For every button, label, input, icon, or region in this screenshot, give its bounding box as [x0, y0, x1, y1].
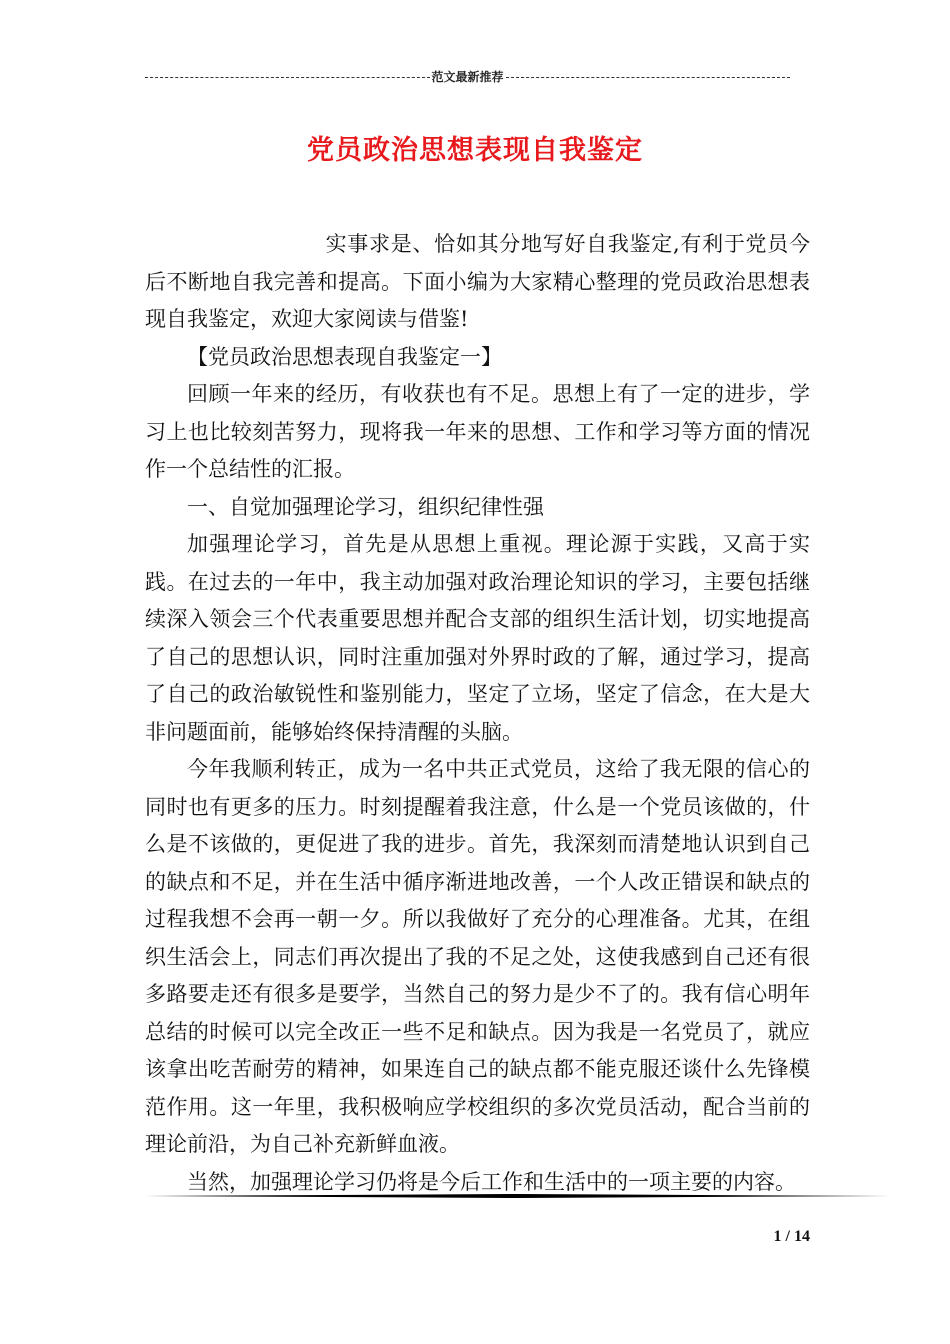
paragraph: 回顾一年来的经历，有收获也有不足。思想上有了一定的进步，学习上也比较刻苦努力，现将我一年来的思想、工作和学习等方面的情况作一个总结性的汇报。	[145, 382, 810, 481]
paragraph: 今年我顺利转正，成为一名中共正式党员，这给了我无限的信心的同时也有更多的压力。时刻提醒着我注意，什么是一个党员该做的，什么是不该做的，更促进了我的进步。首先，我深刻而清楚地认识到自己的缺点和不足，并在生活中循序渐进地改善，一个人改正错误和缺点的过程我想不会再一朝一夕。所以我做好了充分的心理准备。尤其，在组织生活会上，同志们再次提出了我的不足之处，这使我感到自己还有很多路要走还有很多是要学，当然自己的努力是少不了的。我有信心明年总结的时候可以完全改正一些不足和缺点。因为我是一名党员了，就应该拿出吃苦耐劳的精神，如果连自己的缺点都不能克服还谈什么先锋模范作用。这一年里，我积极响应学校组织的多次党员活动，配合当前的理论前沿，为自己补充新鲜血液。	[145, 757, 810, 1156]
header-dash-left	[145, 77, 430, 78]
page-number: 1 / 14	[773, 1228, 810, 1245]
subsection-heading: 一、自觉加强理论学习，组织纪律性强	[187, 494, 544, 519]
document-body	[145, 226, 810, 1201]
paragraph-intro: 实事求是、恰如其分地写好自我鉴定,有利于党员今后不断地自我完善和提高。下面小编为大家精心整理的党员政治思想表现自我鉴定，欢迎大家阅读与借鉴!	[145, 232, 810, 331]
paragraph: 当然，加强理论学习仍将是今后工作和生活中的一项主要的内容。	[187, 1169, 796, 1194]
footer-rule	[145, 1194, 890, 1198]
header-dash-right	[506, 77, 791, 78]
document-title: 党员政治思想表现自我鉴定	[307, 135, 643, 166]
header-label: 范文最新推荐	[431, 69, 504, 84]
page-header	[145, 66, 790, 86]
section-heading: 【党员政治思想表现自我鉴定一】	[187, 344, 502, 369]
paragraph: 加强理论学习，首先是从思想上重视。理论源于实践，又高于实践。在过去的一年中，我主动加强对政治理论知识的学习，主要包括继续深入领会三个代表重要思想并配合支部的组织生活计划，切实地提高了自己的思想认识，同时注重加强对外界时政的了解，通过学习，提高了自己的政治敏锐性和鉴别能力，坚定了立场，坚定了信念，在大是大非问题面前，能够始终保持清醒的头脑。	[145, 532, 810, 744]
